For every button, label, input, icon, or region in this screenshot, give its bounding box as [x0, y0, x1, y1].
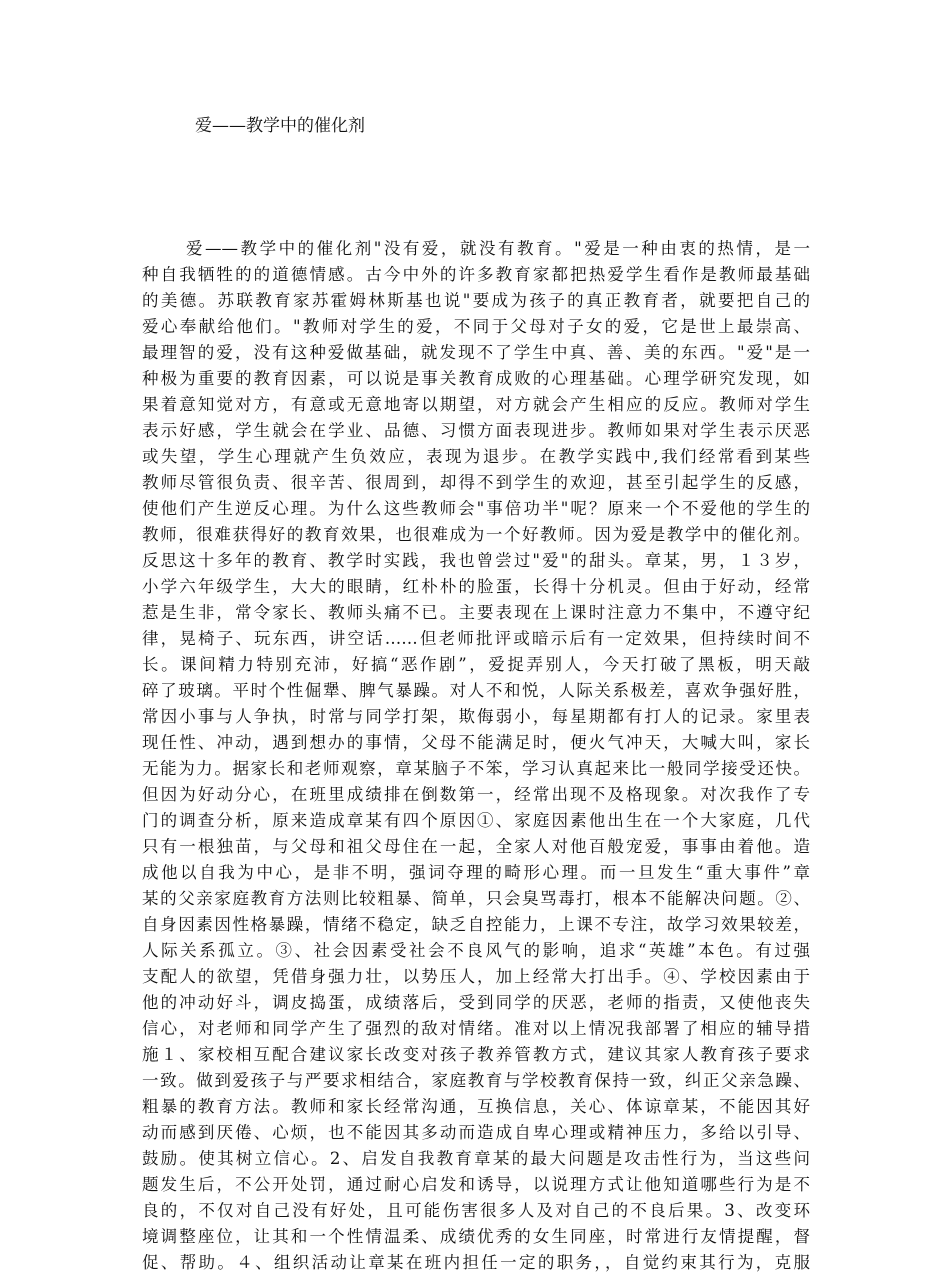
body-text-line: 爱——教学中的催化剂"没有爱，就没有教育。"爱是一种由衷的热情，是一 [186, 239, 810, 258]
body-text-line: 的美德。苏联教育家苏霍姆林斯基也说"要成为孩子的真正教育者，就要把自己的 [142, 291, 810, 310]
body-text-line: 碎了玻璃。平时个性倔犟、脾气暴躁。对人不和悦，人际关系极差，喜欢争强好胜， [142, 681, 810, 700]
body-text-line: 果着意知觉对方，有意或无意地寄以期望，对方就会产生相应的反应。教师对学生 [142, 395, 810, 414]
document-body [142, 236, 810, 1276]
body-text-line: 现任性、冲动，遇到想办的事情，父母不能满足时，便火气冲天，大喊大叫，家长 [142, 733, 810, 752]
body-text-line: 反思这十多年的教育、教学时实践，我也曾尝过"爱"的甜头。章某，男，１３岁， [142, 551, 810, 570]
body-text-line: 只有一根独苗，与父母和祖父母住在一起，全家人对他百般宠爱，事事由着他。造 [142, 837, 810, 856]
body-text-line: 使他们产生逆反心理。为什么这些教师会"事倍功半"呢？原来一个不爱他的学生的 [142, 499, 810, 518]
body-text-line: 自身因素因性格暴躁，情绪不稳定，缺乏自控能力，上课不专注，故学习效果较差， [142, 915, 810, 934]
body-text-line: 爱心奉献给他们。"教师对学生的爱，不同于父母对子女的爱，它是世上最崇高、 [142, 317, 810, 336]
body-text-line: 长。课间精力特别充沛，好搞“恶作剧”，爱捉弄别人，今天打破了黑板，明天敲 [142, 655, 810, 674]
body-text-line: 种极为重要的教育因素，可以说是事关教育成败的心理基础。心理学研究发现，如 [142, 369, 810, 388]
body-text-line: 或失望，学生心理就产生负效应，表现为退步。在教学实践中,我们经常看到某些 [142, 447, 810, 466]
body-text-line: 无能为力。据家长和老师观察，章某脑子不笨，学习认真起来比一般同学接受还快。 [142, 759, 810, 778]
body-text-line: 常因小事与人争执，时常与同学打架，欺侮弱小，每星期都有打人的记录。家里表 [142, 707, 810, 726]
body-text-line: 人际关系孤立。③、社会因素受社会不良风气的影响，追求“英雄”本色。有过强 [142, 941, 810, 960]
body-text-line: 教师尽管很负责、很辛苦、很周到，却得不到学生的欢迎，甚至引起学生的反感， [142, 473, 810, 492]
body-text-line: 但因为好动分心，在班里成绩排在倒数第一，经常出现不及格现象。对次我作了专 [142, 785, 810, 804]
body-text-line: 种自我牺牲的的道德情感。古今中外的许多教育家都把热爱学生看作是教师最基础 [142, 265, 810, 284]
body-text-line: 动而感到厌倦、心烦，也不能因其多动而造成自卑心理或精神压力，多给以引导、 [142, 1123, 810, 1142]
body-text-line: 律，晃椅子、玩东西，讲空话……但老师批评或暗示后有一定效果，但持续时间不 [142, 629, 810, 648]
body-text-line: 支配人的欲望，凭借身强力壮，以势压人，加上经常大打出手。④、学校因素由于 [142, 967, 810, 986]
body-text-line: 一致。做到爱孩子与严要求相结合，家庭教育与学校教育保持一致，纠正父亲急躁、 [142, 1071, 810, 1090]
body-text-line: 某的父亲家庭教育方法则比较粗暴、简单，只会臭骂毒打，根本不能解决问题。②、 [142, 889, 810, 908]
body-text-line: 门的调查分析，原来造成章某有四个原因①、家庭因素他出生在一个大家庭，几代 [142, 811, 810, 830]
body-text-line: 表示好感，学生就会在学业、品德、习惯方面表现进步。教师如果对学生表示厌恶 [142, 421, 810, 440]
body-text-line: 他的冲动好斗，调皮捣蛋，成绩落后，受到同学的厌恶，老师的指责，又使他丧失 [142, 993, 810, 1012]
body-text-line: 施１、家校相互配合建议家长改变对孩子教养管教方式，建议其家人教育孩子要求 [142, 1045, 810, 1064]
body-text-line: 惹是生非，常令家长、教师头痛不已。主要表现在上课时注意力不集中，不遵守纪 [142, 603, 810, 622]
body-text-line: 最理智的爱，没有这种爱做基础，就发现不了学生中真、善、美的东西。"爱"是一 [142, 343, 810, 362]
body-text-line: 成他以自我为中心，是非不明，强词夺理的畸形心理。而一旦发生“重大事件”章 [142, 863, 810, 882]
body-text-line: 小学六年级学生，大大的眼睛，红朴朴的脸蛋，长得十分机灵。但由于好动，经常 [142, 577, 810, 596]
document-title: 爱——教学中的催化剂 [195, 116, 365, 136]
body-text-line: 题发生后，不公开处罚，通过耐心启发和诱导，以说理方式让他知道哪些行为是不 [142, 1175, 810, 1194]
body-text-line: 教师，很难获得好的教育效果，也很难成为一个好教师。因为爱是教学中的催化剂。 [142, 525, 810, 544]
body-text-line: 境调整座位，让其和一个性情温柔、成绩优秀的女生同座，时常进行友情提醒，督 [142, 1227, 810, 1246]
body-text-line: 信心，对老师和同学产生了强烈的敌对情绪。准对以上情况我部署了相应的辅导措 [142, 1019, 810, 1038]
body-text-line: 促、帮助。４、组织活动让章某在班内担任一定的职务，，自觉约束其行为，克服 [142, 1253, 810, 1272]
body-text-line: 鼓励。使其树立信心。2、启发自我教育章某的最大问题是攻击性行为，当这些问 [142, 1149, 810, 1168]
body-text-line: 良的，不仅对自己没有好处，且可能伤害很多人及对自己的不良后果。3、改变环 [142, 1201, 810, 1220]
body-text-line: 粗暴的教育方法。教师和家长经常沟通，互换信息，关心、体谅章某，不能因其好 [142, 1097, 810, 1116]
